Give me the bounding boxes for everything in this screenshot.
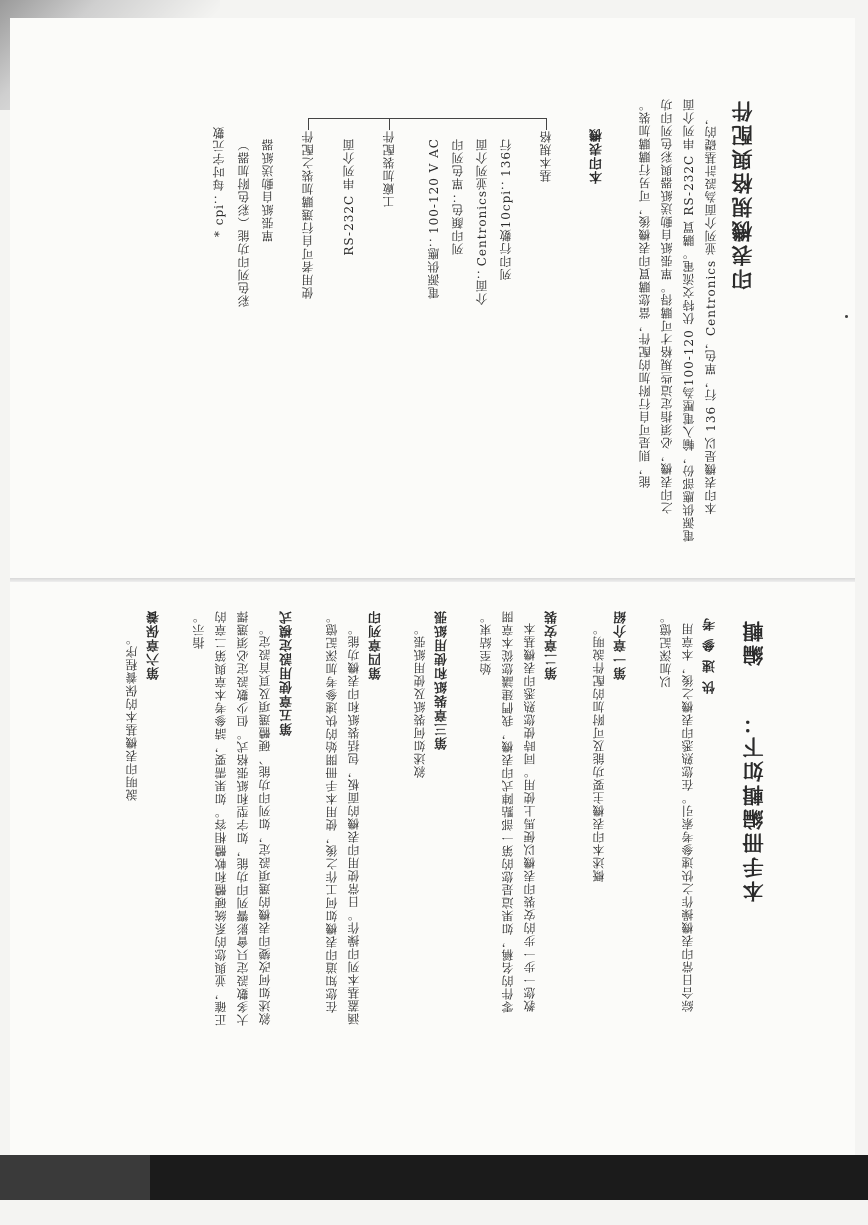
section-heading: 第一章介紹 bbox=[614, 610, 629, 680]
section-text: 大多數設定只會影響列印功能，如字型和紙張格式。但少數設定必須選擇 bbox=[236, 610, 250, 1026]
basic-spec-item: 電源供應：100-120 V AC bbox=[427, 138, 441, 300]
footnote: * cpi：每吋字元數 bbox=[212, 126, 226, 238]
tree-branch-line bbox=[308, 118, 547, 119]
scan-speck bbox=[845, 315, 848, 318]
factory-accessory-label: 工廠加裝配件 bbox=[382, 130, 396, 208]
section-text: 指示。 bbox=[192, 610, 206, 649]
section-text: 零件的名稱，如果這是您的第一部點陣式印表機，我們建議您從本章開 bbox=[501, 610, 515, 1013]
bottom-title-left: 編輯 bbox=[741, 618, 766, 666]
basic-spec-item: 列印行數10cpi：136行 bbox=[499, 138, 513, 281]
section-text: 始至結束。 bbox=[479, 610, 493, 675]
section-text: 概述本印表機主要功能及可附加的配件說明。 bbox=[592, 622, 606, 882]
section-text: 敘述如何裝紙及使用紙張。 bbox=[413, 622, 427, 778]
intro-line-1: 本印表機是以 136 行，單色，Centronics 並列介面為設計基礎的， bbox=[704, 112, 718, 515]
section-heading: 第三章裝紙和使用紙張 bbox=[435, 610, 450, 750]
basic-spec-item: 列印顏色：單色列印 bbox=[451, 138, 465, 255]
section-text: 在您知道印表機如何工作之後，使用本手冊開始的快速參考加深記憶。 bbox=[325, 610, 339, 1013]
section-heading: 快速參考 bbox=[703, 610, 718, 694]
section-text: 教您一步一步的安裝印表機以便馬上使用。同時使您熟悉印表機基本 bbox=[523, 622, 537, 1012]
basic-spec-label: 基本規格 bbox=[539, 130, 553, 182]
basic-spec-item: 介面：Centronics並列介面 bbox=[475, 138, 489, 306]
intro-line-3: 之印表機，必須指定這些規格才可購得。單張紙自動送紙器與彩色列印功 bbox=[660, 98, 674, 514]
intro-line-4: 能，則是可自行附加的配件，當您購買印表機後，可另行購購加裝。 bbox=[638, 98, 652, 488]
user-accessory-label: 使用者可自行選購加裝之配件 bbox=[301, 130, 315, 299]
section-text: 涵蓋基本列印操作。日常使用印表機的面板，包括裝紙和印表機功能。 bbox=[347, 622, 361, 1025]
section-heading: 第五章使用設定模式 bbox=[280, 610, 295, 736]
section-heading: 第四章列印 bbox=[369, 610, 384, 680]
factory-accessory-item: RS-232C 串列介面 bbox=[342, 138, 356, 256]
tree-connector bbox=[389, 118, 390, 130]
section-text: 說明印表機基本的保養程序。 bbox=[125, 632, 139, 801]
bottom-title-right: 本手冊編輯如下： bbox=[741, 710, 766, 902]
tree-connector bbox=[308, 118, 309, 130]
intro-line-2: 電源供應部份，輸入電壓為100-120 伏特交流電。購買 RS-232C 串列介面 bbox=[682, 98, 696, 543]
tree-connector bbox=[546, 118, 547, 130]
section-text: 敘述如何改變印表機的選項設定，如列印功能、硬體選項及頁首設定。 bbox=[258, 622, 272, 1025]
top-page-title: 印表機規格與配件 bbox=[730, 98, 755, 290]
user-accessory-item: 單張紙自動送紙器 bbox=[261, 138, 275, 242]
section-text: 以加深記憶。 bbox=[659, 610, 673, 688]
user-accessory-item: 彩色列印功能（彩色附加器） bbox=[237, 138, 251, 307]
section-heading: 第二章安裝 bbox=[545, 610, 560, 680]
tree-root: 本印表機 bbox=[590, 128, 605, 184]
section-heading: 第六章保養 bbox=[147, 610, 162, 680]
section-text: 正確，並與您的系統硬體和軟體相容。如果需要，請參考本章與第二章的 bbox=[214, 610, 228, 1026]
section-text: 綜合日常印表機操作之快速參考索引。在您熟悉印表機之後，本章用 bbox=[681, 622, 695, 1012]
scan-bottom-band bbox=[0, 1155, 868, 1200]
